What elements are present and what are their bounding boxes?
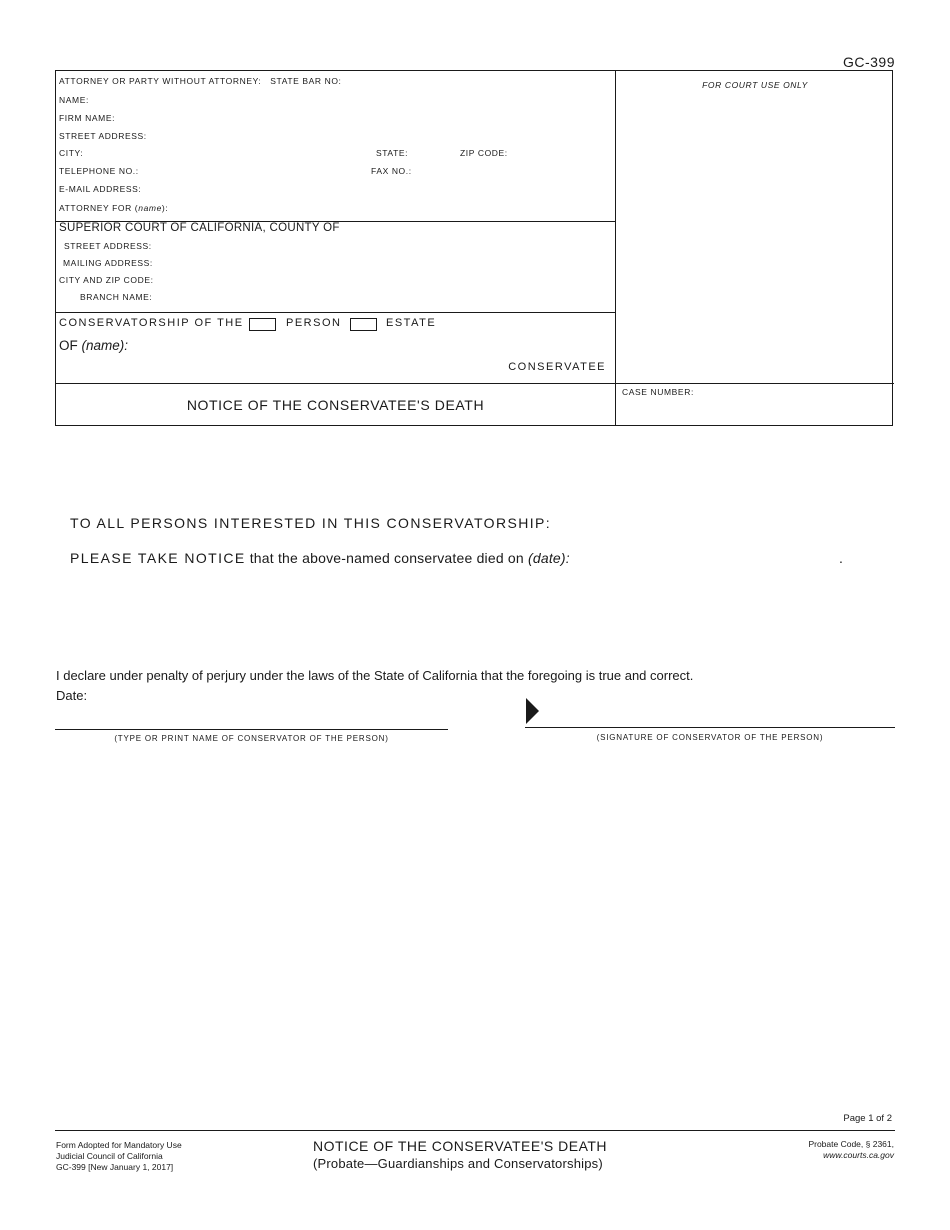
conservatorship-label: CONSERVATORSHIP OF THE — [59, 317, 244, 329]
footer-center — [313, 1138, 607, 1172]
notice-rest: that the above-named conservatee died on — [249, 550, 524, 566]
printed-name-line[interactable] — [55, 729, 448, 730]
name-hint: (name): — [81, 338, 129, 353]
attorney-for-label — [59, 203, 168, 213]
signature-caption: (SIGNATURE OF CONSERVATOR OF THE PERSON) — [596, 733, 824, 742]
date-label: Date: — [56, 688, 88, 703]
to-all-heading: TO ALL PERSONS INTERESTED IN THIS CONSERVATORSHIP: — [70, 515, 552, 531]
footer-subtitle: (Probate—Guardianships and Conservatorships) — [313, 1156, 603, 1171]
case-number-label: CASE NUMBER: — [622, 387, 694, 397]
court-case-divider — [56, 312, 615, 313]
court-use-label: FOR COURT USE ONLY — [702, 80, 808, 90]
state-bar-label: STATE BAR NO: — [270, 76, 342, 86]
caption-divider — [615, 71, 616, 425]
court-title: SUPERIOR COURT OF CALIFORNIA, COUNTY OF — [59, 222, 340, 234]
footer-form-revision: GC-399 [New January 1, 2017] — [56, 1162, 174, 1172]
signature-line[interactable] — [525, 727, 895, 728]
attorney-street-label: STREET ADDRESS: — [59, 131, 147, 141]
signature-arrow-icon — [526, 698, 539, 724]
date-hint: (date): — [528, 550, 570, 566]
fax-label: FAX NO.: — [371, 166, 412, 176]
zip-label: ZIP CODE: — [460, 148, 508, 158]
estate-checkbox[interactable] — [350, 318, 377, 331]
please-take-notice: PLEASE TAKE NOTICE — [70, 550, 246, 566]
notice-statement — [70, 550, 570, 566]
title-divider — [56, 383, 894, 384]
footer-code: Probate Code, § 2361, — [808, 1139, 894, 1149]
footer-adopted: Form Adopted for Mandatory Use — [56, 1140, 182, 1150]
page-number: Page 1 of 2 — [843, 1113, 892, 1124]
notice-period: . — [839, 550, 844, 566]
attorney-name-label: NAME: — [59, 95, 89, 105]
firm-name-label: FIRM NAME: — [59, 113, 116, 123]
printed-name-caption: (TYPE OR PRINT NAME OF CONSERVATOR OF THE PERSON) — [114, 734, 389, 743]
attorney-for-suffix: ): — [161, 203, 169, 213]
person-label: PERSON — [286, 317, 342, 329]
footer-left — [56, 1140, 182, 1173]
of-label: OF — [59, 338, 78, 353]
conservatee-label: CONSERVATEE — [508, 361, 606, 373]
of-name-line — [59, 338, 128, 353]
email-label: E-MAIL ADDRESS: — [59, 184, 142, 194]
footer-right — [808, 1139, 894, 1161]
court-street-label: STREET ADDRESS: — [64, 241, 152, 251]
court-mailing-label: MAILING ADDRESS: — [63, 258, 153, 268]
court-city-zip-label: CITY AND ZIP CODE: — [59, 275, 154, 285]
state-label: STATE: — [376, 148, 409, 158]
estate-label: ESTATE — [386, 317, 437, 329]
court-branch-label: BRANCH NAME: — [80, 292, 153, 302]
person-checkbox[interactable] — [249, 318, 276, 331]
attorney-for-prefix: ATTORNEY FOR ( — [59, 203, 139, 213]
form-title: NOTICE OF THE CONSERVATEE'S DEATH — [186, 397, 485, 413]
telephone-label: TELEPHONE NO.: — [59, 166, 139, 176]
footer-title: NOTICE OF THE CONSERVATEE'S DEATH — [313, 1138, 608, 1154]
city-label: CITY: — [59, 148, 84, 158]
footer-council: Judicial Council of California — [56, 1151, 163, 1161]
caption-box — [55, 70, 893, 426]
attorney-section — [59, 76, 342, 86]
attorney-label: ATTORNEY OR PARTY WITHOUT ATTORNEY: — [59, 76, 262, 86]
attorney-for-name-hint: name — [138, 203, 162, 213]
footer-rule — [55, 1130, 895, 1131]
declaration-text: I declare under penalty of perjury under the laws of the State of California that the foregoing is true and correct. — [56, 668, 694, 683]
form-id: GC-399 — [842, 54, 895, 70]
footer-website-link[interactable]: www.courts.ca.gov — [823, 1150, 894, 1160]
